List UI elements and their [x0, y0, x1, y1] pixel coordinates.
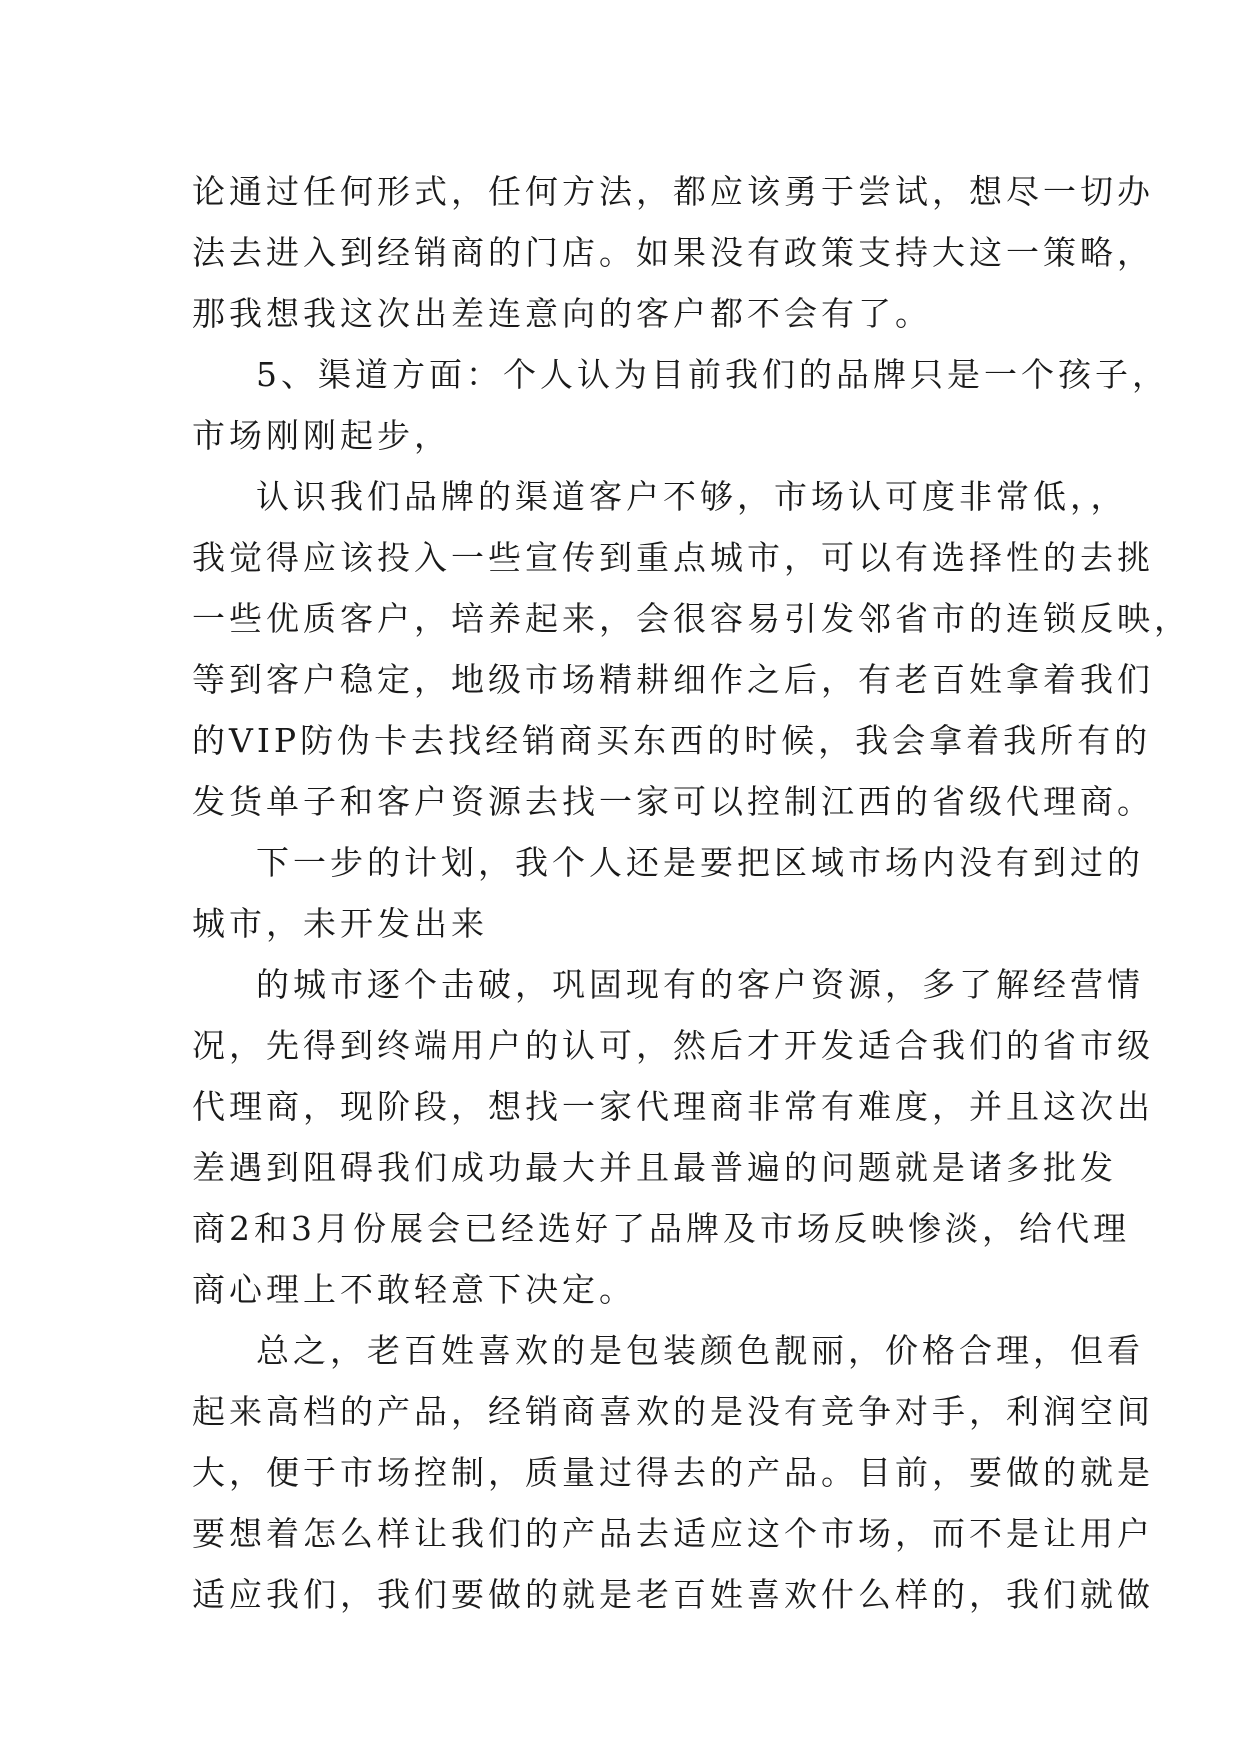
text-line: 大，便于市场控制，质量过得去的产品。目前，要做的就是: [192, 1453, 1154, 1492]
text-line: 总之，老百姓喜欢的是包装颜色靓丽，价格合理，但看: [256, 1331, 1144, 1370]
text-line: 一些优质客户，培养起来，会很容易引发邻省市的连锁反映，: [192, 599, 1191, 638]
text-line: 的城市逐个击破，巩固现有的客户资源，多了解经营情: [256, 965, 1144, 1004]
text-line: 市场刚刚起步，: [192, 416, 451, 455]
text-line: 起来高档的产品，经销商喜欢的是没有竞争对手，利润空间: [192, 1392, 1154, 1431]
text-line: 等到客户稳定，地级市场精耕细作之后，有老百姓拿着我们: [192, 660, 1154, 699]
text-line: 差遇到阻碍我们成功最大并且最普遍的问题就是诸多批发: [192, 1148, 1117, 1187]
text-line: 代理商，现阶段，想找一家代理商非常有难度，并且这次出: [192, 1087, 1154, 1126]
text-line: 况，先得到终端用户的认可，然后才开发适合我们的省市级: [192, 1026, 1154, 1065]
text-line: 的VIP防伪卡去找经销商买东西的时候，我会拿着我所有的: [192, 721, 1152, 760]
document-body: [192, 161, 1191, 1625]
text-line: 那我想我这次出差连意向的客户都不会有了。: [192, 294, 932, 333]
text-line: 下一步的计划，我个人还是要把区域市场内没有到过的: [256, 843, 1144, 882]
text-line: 发货单子和客户资源去找一家可以控制江西的省级代理商。: [192, 782, 1154, 821]
text-line: 城市，未开发出来: [192, 904, 488, 943]
text-line: 我觉得应该投入一些宣传到重点城市，可以有选择性的去挑: [192, 538, 1154, 577]
text-line: 法去进入到经销商的门店。如果没有政策支持大这一策略，: [192, 233, 1154, 272]
text-line: 要想着怎么样让我们的产品去适应这个市场，而不是让用户: [192, 1514, 1154, 1553]
text-line: 5、渠道方面：个人认为目前我们的品牌只是一个孩子，: [256, 355, 1169, 394]
text-line: 商2和3月份展会已经选好了品牌及市场反映惨淡，给代理: [192, 1209, 1130, 1248]
text-line: 适应我们，我们要做的就是老百姓喜欢什么样的，我们就做: [192, 1575, 1154, 1614]
text-line: 认识我们品牌的渠道客户不够，市场认可度非常低，，: [256, 477, 1128, 516]
text-line: 论通过任何形式，任何方法，都应该勇于尝试，想尽一切办: [192, 172, 1154, 211]
text-line: 商心理上不敢轻意下决定。: [192, 1270, 636, 1309]
